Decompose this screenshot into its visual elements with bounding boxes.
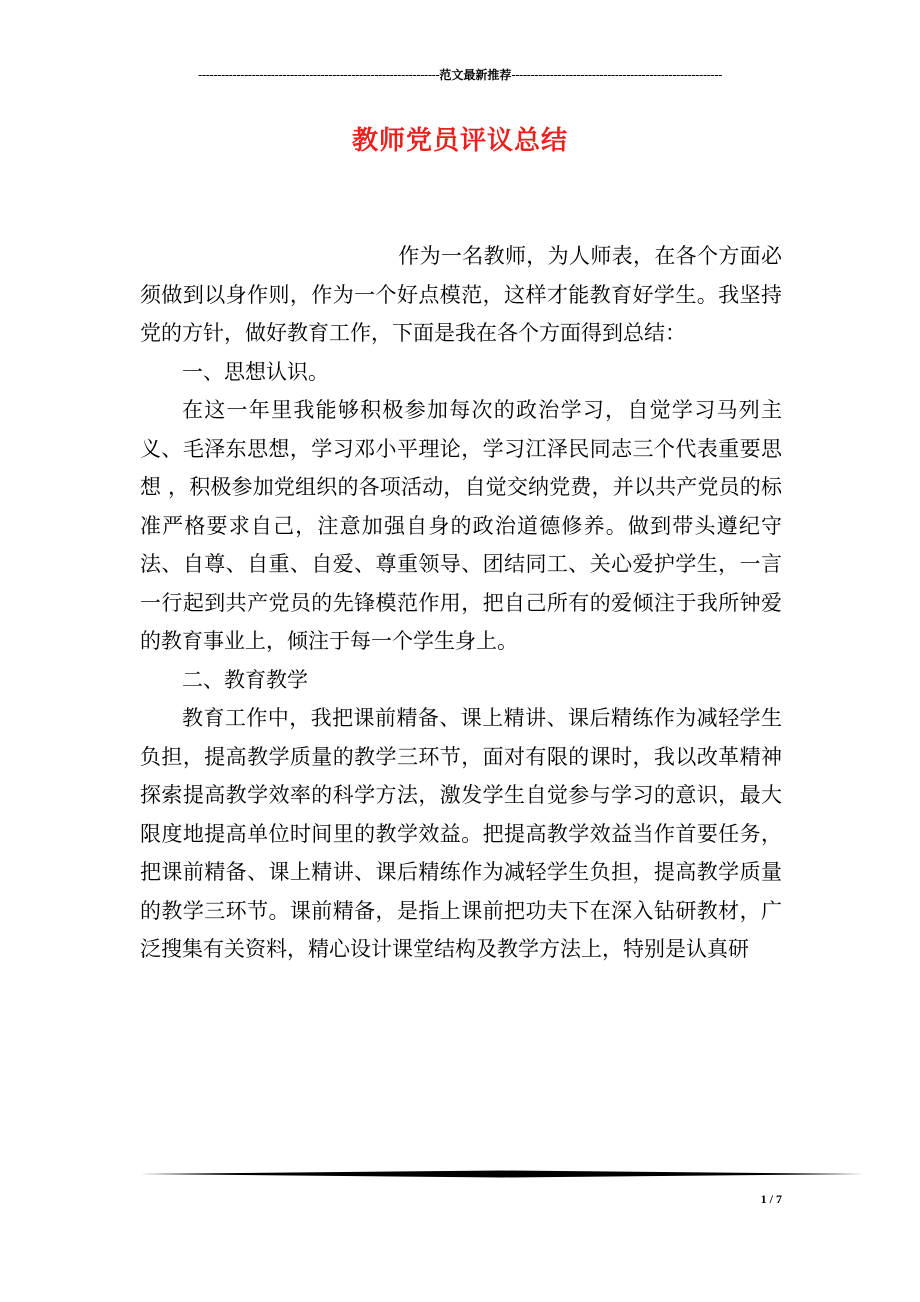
paragraph-teaching: 教育工作中，我把课前精备、课上精讲、课后精练作为减轻学生负担，提高教学质量的教学三环节，面对有限的课时，我以改革精神探索提高教学效率的科学方法，激发学生自觉参与学习的意识，最大限度地提高单位时间里的教学效益。把提高教学效益当作首要任务，把课前精备、课上精讲、课后精练作为减轻学生负担，提高教学质量的教学三环节。课前精备，是指上课前把功夫下在深入钻研教材，广泛搜集有关资料，精心设计课堂结构及教学方法上，特别是认真研	[140, 706, 782, 961]
page-number: 1 / 7	[760, 1192, 782, 1206]
document-body	[140, 237, 782, 969]
footer-rule	[140, 1170, 864, 1178]
paragraph-thought: 在这一年里我能够积极参加每次的政治学习，自觉学习马列主义、毛泽东思想，学习邓小平理论，学习江泽民同志三个代表重要思想 ，积极参加党组织的各项活动，自觉交纳党费，并以共产党员的标准严格要求自己，注意加强自身的政治道德修养。做到带头遵纪守法、自尊、自重、自爱、尊重领导、团结同工、关心爱护学生，一言一行起到共产党员的先锋模范作用，把自己所有的爱倾注于我所钟爱的教育事业上，倾注于每一个学生身上。	[140, 398, 782, 653]
header-dashes-left: ---------------------------------------------------------------	[198, 68, 440, 82]
section-heading-thought: 一、思想认识。	[182, 359, 329, 384]
header-dashes-right: -------------------------------------------------------	[511, 68, 722, 82]
document-title: 教师党员评议总结	[351, 126, 568, 156]
paragraph-intro: 作为一名教师，为人师表，在各个方面必须做到以身作则，作为一个好点模范，这样才能教育好学生。我坚持党的方针，做好教育工作，下面是我在各个方面得到总结：	[140, 244, 782, 345]
header-label: 范文最新推荐	[439, 68, 512, 82]
section-heading-teaching: 二、教育教学	[182, 667, 308, 692]
page-header	[140, 66, 780, 83]
